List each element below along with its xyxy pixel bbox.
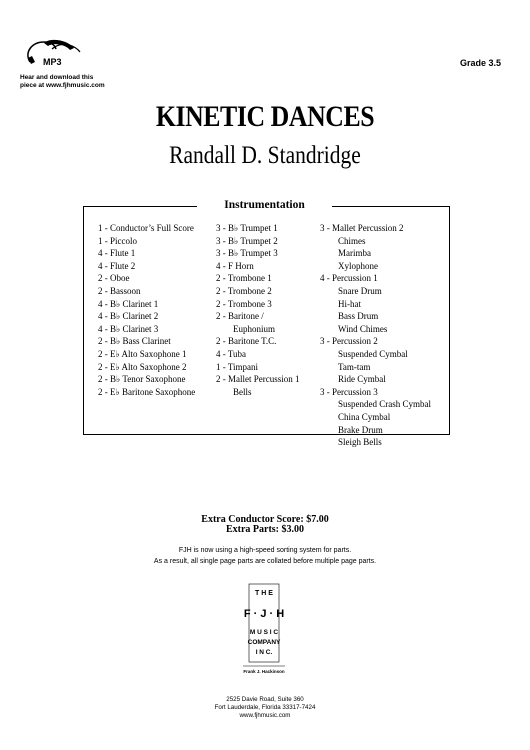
instrument-subitem: Sleigh Bells bbox=[338, 437, 382, 448]
instrument-subitem: Suspended Cymbal bbox=[338, 348, 408, 359]
instrument-item: 4 - B♭ Clarinet 2 bbox=[98, 311, 159, 322]
instrument-subitem: Chimes bbox=[338, 235, 366, 246]
instrument-item: 2 - Bassoon bbox=[98, 285, 141, 296]
instrument-item: 2 - Baritone / bbox=[216, 311, 264, 322]
instrument-item: 3 - Percussion 2 bbox=[320, 336, 378, 347]
instrument-item: 2 - B♭ Bass Clarinet bbox=[98, 336, 171, 347]
instrument-item: 2 - Oboe bbox=[98, 273, 130, 284]
address-line1: 2525 Davie Road, Suite 360 bbox=[226, 696, 304, 703]
instrument-item: 2 - B♭ Tenor Saxophone bbox=[98, 374, 186, 385]
instrumentation-column-1 bbox=[98, 222, 195, 398]
instrument-subitem: Snare Drum bbox=[338, 285, 382, 296]
svg-text:T H E: T H E bbox=[255, 590, 273, 597]
svg-text:COMPANY: COMPANY bbox=[247, 639, 281, 646]
address-website: www.fjhmusic.com bbox=[239, 712, 291, 719]
instrument-item: 4 - Flute 1 bbox=[98, 248, 136, 259]
instrument-subitem: Bells bbox=[233, 386, 252, 397]
sorting-note-line1: FJH is now using a high-speed sorting system for parts. bbox=[178, 547, 352, 554]
instrument-item: 4 - Flute 2 bbox=[98, 260, 136, 271]
instrument-item: 4 - B♭ Clarinet 3 bbox=[98, 323, 159, 334]
instrument-subitem: Brake Drum bbox=[338, 424, 383, 435]
mp3-caption-line1: Hear and download this bbox=[20, 74, 94, 81]
svg-text:I N C.: I N C. bbox=[255, 649, 273, 656]
instrument-item: 3 - B♭ Trumpet 1 bbox=[216, 223, 278, 233]
instrument-item: 3 - B♭ Trumpet 3 bbox=[216, 248, 278, 259]
instrument-item: 4 - B♭ Clarinet 1 bbox=[98, 298, 159, 309]
instrument-item: 2 - Trombone 1 bbox=[216, 273, 272, 284]
extra-conductor-score-price: Extra Conductor Score: $7.00 bbox=[201, 514, 329, 525]
grade-label: Grade 3.5 bbox=[459, 58, 501, 68]
instrumentation-heading: Instrumentation bbox=[197, 198, 332, 212]
svg-text:F · J · H: F · J · H bbox=[243, 608, 285, 620]
instrument-item: 3 - Mallet Percussion 2 bbox=[320, 223, 404, 233]
svg-text:Frank J. Hackinson: Frank J. Hackinson bbox=[243, 669, 285, 674]
instrument-subitem: Xylophone bbox=[338, 260, 378, 271]
instrument-subitem: Ride Cymbal bbox=[338, 374, 386, 385]
extra-parts-price: Extra Parts: $3.00 bbox=[225, 524, 305, 535]
instrument-item: 4 - F Horn bbox=[216, 260, 254, 271]
instrument-item: 2 - E♭ Alto Saxophone 2 bbox=[98, 361, 187, 372]
instrument-item: 2 - E♭ Baritone Saxophone bbox=[98, 386, 196, 397]
instrument-item: 4 - Tuba bbox=[216, 348, 247, 359]
composer-name: Randall D. Standridge bbox=[169, 142, 361, 169]
instrument-item: 2 - Mallet Percussion 1 bbox=[216, 374, 300, 385]
instrument-item: 4 - Percussion 1 bbox=[320, 273, 378, 284]
sorting-note bbox=[0, 545, 530, 567]
instrumentation-column-3 bbox=[320, 222, 431, 449]
instrument-subitem: Tam-tam bbox=[338, 361, 371, 372]
sorting-note-line2: As a result, all single page parts are collated before multiple page parts. bbox=[153, 558, 377, 565]
instrument-item-continued: Euphonium bbox=[233, 323, 275, 334]
instrument-item: 1 - Conductor’s Full Score bbox=[98, 223, 194, 233]
fjh-music-logo bbox=[228, 582, 300, 692]
instrument-item: 2 - Trombone 3 bbox=[216, 298, 272, 309]
mp3-caption-line2: piece at www.fjhmusic.com bbox=[20, 82, 105, 89]
instrument-item: 2 - Trombone 2 bbox=[216, 285, 272, 296]
instrument-subitem: Marimba bbox=[338, 248, 371, 259]
instrument-subitem: Wind Chimes bbox=[338, 323, 388, 334]
svg-text:M U S I C: M U S I C bbox=[249, 629, 279, 636]
instrument-item: 3 - B♭ Trumpet 2 bbox=[216, 235, 278, 246]
instrument-subitem: Bass Drum bbox=[338, 311, 379, 322]
instrument-subitem: Suspended Crash Cymbal bbox=[338, 399, 431, 410]
piece-title: KINETIC DANCES bbox=[155, 100, 375, 133]
instrument-subitem: Hi-hat bbox=[338, 298, 361, 309]
mp3-badge-label: MP3 bbox=[43, 57, 62, 67]
address-line2: Fort Lauderdale, Florida 33317-7424 bbox=[214, 704, 316, 711]
instrument-item: 1 - Piccolo bbox=[98, 235, 137, 246]
instrument-subitem: China Cymbal bbox=[338, 411, 391, 422]
extra-prices bbox=[0, 515, 530, 535]
instrument-item: 1 - Timpani bbox=[216, 361, 259, 372]
instrumentation-column-2 bbox=[216, 222, 300, 398]
publisher-address bbox=[0, 696, 530, 720]
instrument-item: 2 - Baritone T.C. bbox=[216, 336, 277, 347]
mp3-logo bbox=[22, 38, 86, 68]
instrument-item: 3 - Percussion 3 bbox=[320, 386, 378, 397]
mp3-caption bbox=[20, 74, 130, 90]
instrument-item: 2 - E♭ Alto Saxophone 1 bbox=[98, 348, 187, 359]
